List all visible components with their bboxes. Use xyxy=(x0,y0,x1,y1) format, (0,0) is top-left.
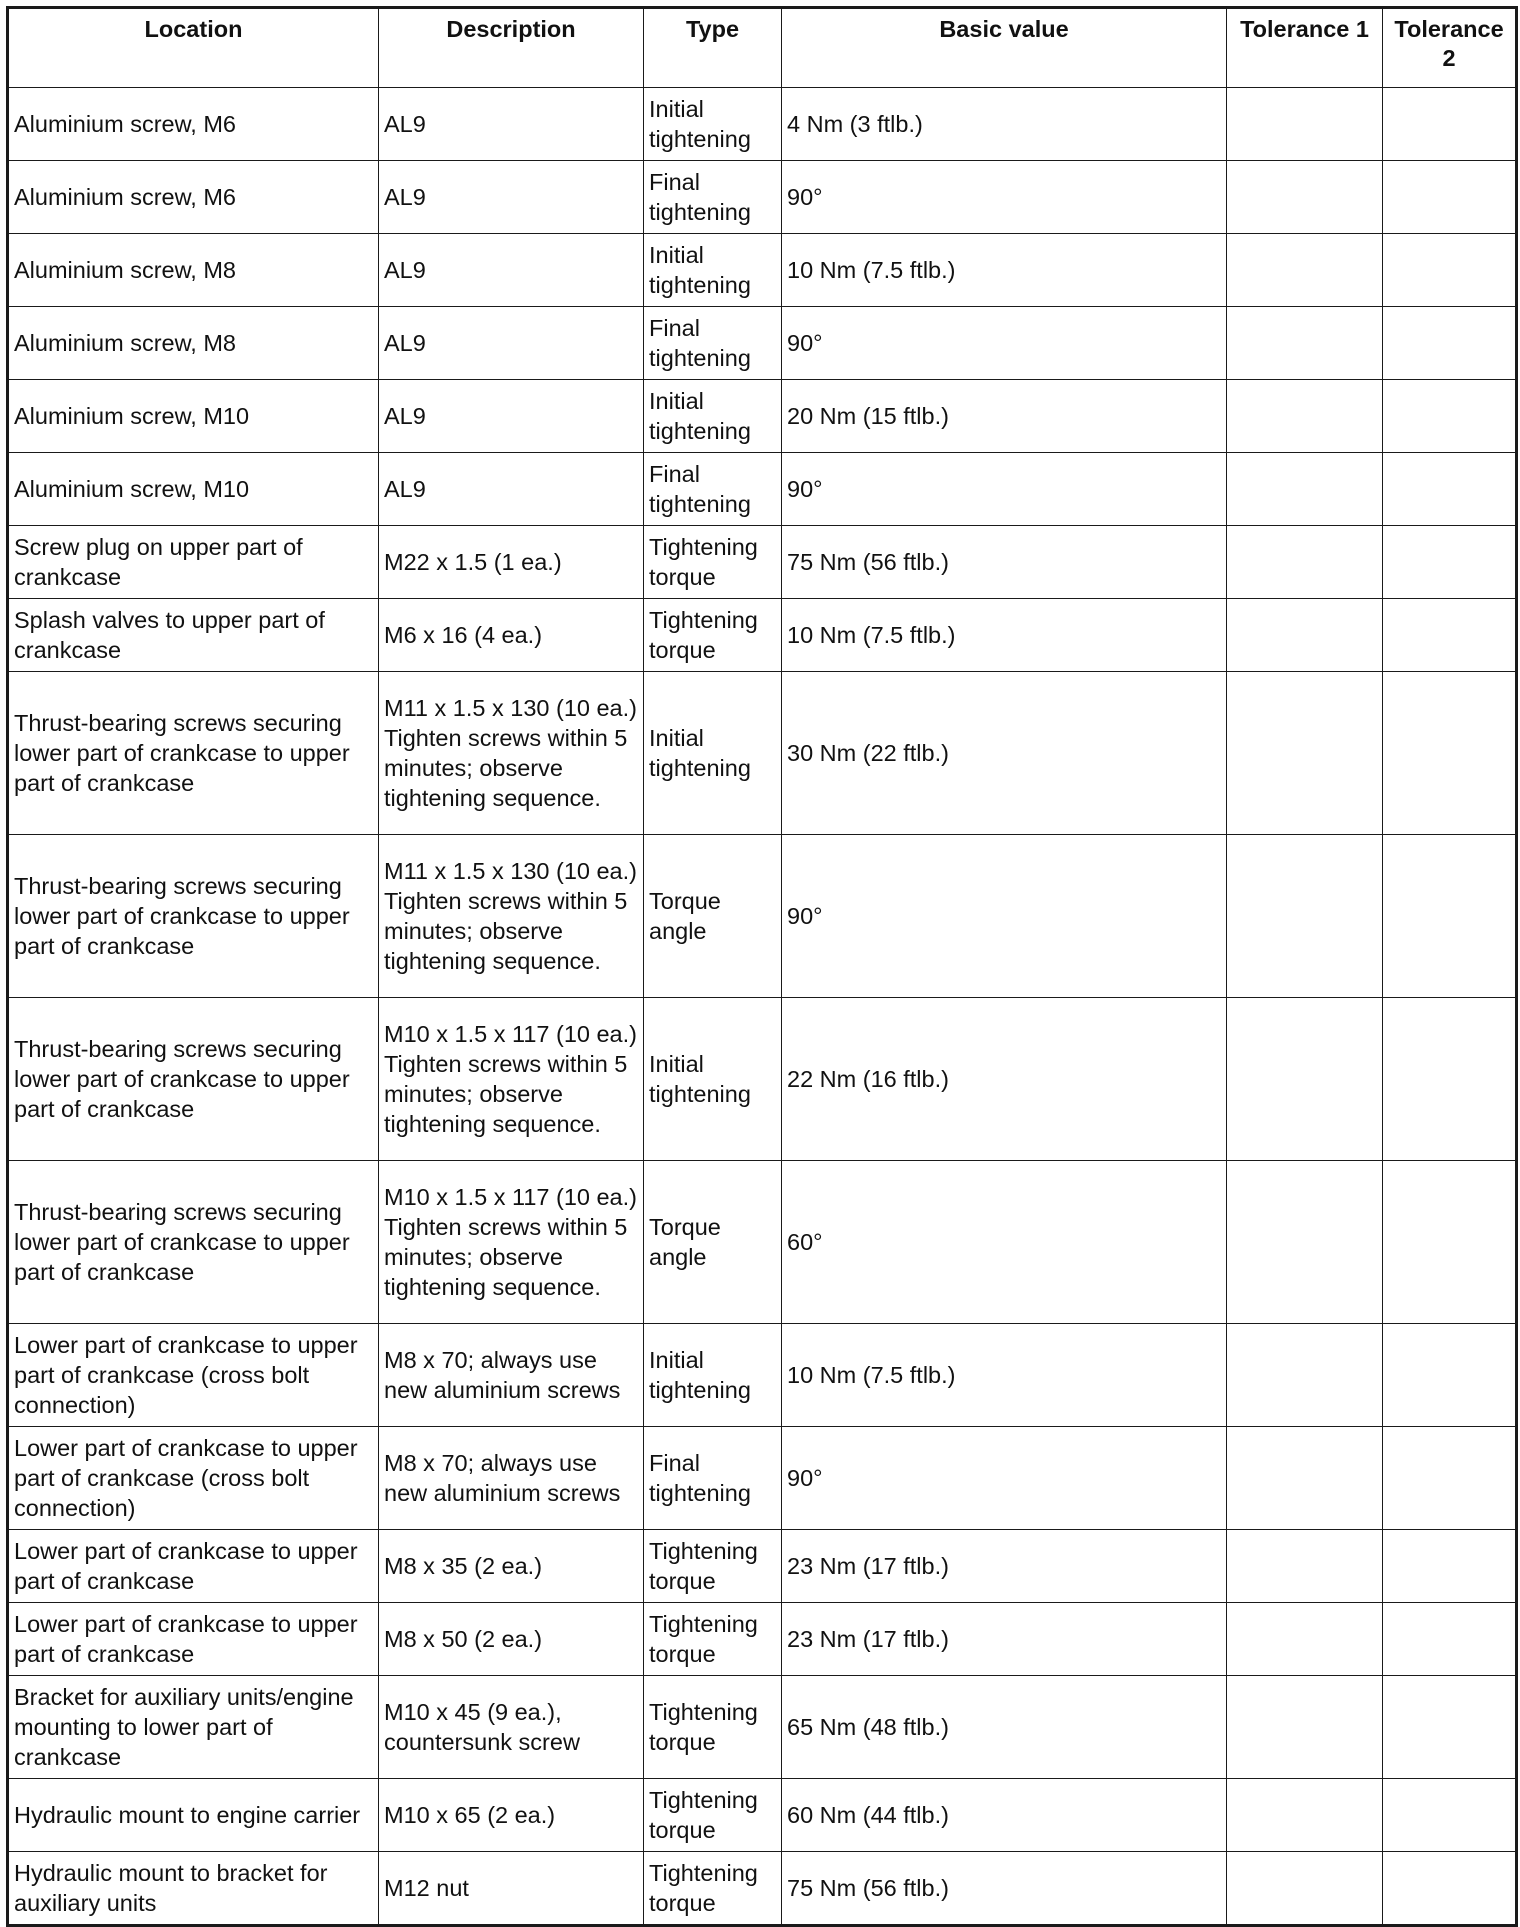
table-row xyxy=(8,1603,1517,1676)
cell-basic-value: 65 Nm (48 ftlb.) xyxy=(782,1676,1227,1779)
table-row xyxy=(8,1324,1517,1427)
cell-basic-value: 75 Nm (56 ftlb.) xyxy=(782,1852,1227,1926)
table-row xyxy=(8,307,1517,380)
cell-tolerance-2 xyxy=(1383,672,1517,835)
table-row xyxy=(8,1161,1517,1324)
cell-tolerance-1 xyxy=(1227,453,1383,526)
cell-basic-value: 4 Nm (3 ftlb.) xyxy=(782,88,1227,161)
cell-description: AL9 xyxy=(379,161,644,234)
cell-type: Tightening torque xyxy=(644,1779,782,1852)
cell-tolerance-2 xyxy=(1383,1779,1517,1852)
cell-tolerance-1 xyxy=(1227,1603,1383,1676)
cell-type: Initial tightening xyxy=(644,380,782,453)
cell-basic-value: 10 Nm (7.5 ftlb.) xyxy=(782,234,1227,307)
cell-description: M11 x 1.5 x 130 (10 ea.) Tighten screws within 5 minutes; observe tightening sequence. xyxy=(379,835,644,998)
column-header-description: Description xyxy=(379,8,644,88)
cell-location: Lower part of crankcase to upper part of crankcase (cross bolt connection) xyxy=(8,1427,379,1530)
cell-tolerance-1 xyxy=(1227,526,1383,599)
cell-type: Initial tightening xyxy=(644,998,782,1161)
cell-basic-value: 90° xyxy=(782,835,1227,998)
cell-basic-value: 20 Nm (15 ftlb.) xyxy=(782,380,1227,453)
cell-type: Final tightening xyxy=(644,453,782,526)
table-row xyxy=(8,234,1517,307)
cell-location: Aluminium screw, M8 xyxy=(8,307,379,380)
column-header-tolerance-1: Tolerance 1 xyxy=(1227,8,1383,88)
cell-basic-value: 90° xyxy=(782,307,1227,380)
cell-location: Lower part of crankcase to upper part of crankcase xyxy=(8,1530,379,1603)
table-row xyxy=(8,380,1517,453)
cell-tolerance-1 xyxy=(1227,307,1383,380)
cell-description: M10 x 45 (9 ea.), countersunk screw xyxy=(379,1676,644,1779)
table-row xyxy=(8,88,1517,161)
cell-tolerance-1 xyxy=(1227,1530,1383,1603)
cell-location: Thrust-bearing screws securing lower part of crankcase to upper part of crankcase xyxy=(8,835,379,998)
cell-type: Torque angle xyxy=(644,835,782,998)
column-header-tolerance-2: Tolerance 2 xyxy=(1383,8,1517,88)
cell-tolerance-2 xyxy=(1383,1603,1517,1676)
cell-description: M8 x 70; always use new aluminium screws xyxy=(379,1427,644,1530)
cell-basic-value: 10 Nm (7.5 ftlb.) xyxy=(782,1324,1227,1427)
cell-location: Aluminium screw, M6 xyxy=(8,88,379,161)
cell-description: AL9 xyxy=(379,453,644,526)
cell-type: Tightening torque xyxy=(644,1603,782,1676)
cell-tolerance-2 xyxy=(1383,1427,1517,1530)
cell-description: M10 x 1.5 x 117 (10 ea.) Tighten screws within 5 minutes; observe tightening sequence. xyxy=(379,1161,644,1324)
cell-type: Tightening torque xyxy=(644,599,782,672)
cell-description: M8 x 50 (2 ea.) xyxy=(379,1603,644,1676)
table-row xyxy=(8,1530,1517,1603)
cell-type: Final tightening xyxy=(644,307,782,380)
cell-tolerance-2 xyxy=(1383,1530,1517,1603)
cell-type: Initial tightening xyxy=(644,88,782,161)
cell-location: Lower part of crankcase to upper part of crankcase xyxy=(8,1603,379,1676)
cell-tolerance-2 xyxy=(1383,599,1517,672)
table-row xyxy=(8,1676,1517,1779)
cell-tolerance-1 xyxy=(1227,1324,1383,1427)
torque-spec-table xyxy=(6,6,1518,1927)
cell-tolerance-1 xyxy=(1227,380,1383,453)
cell-tolerance-1 xyxy=(1227,234,1383,307)
cell-location: Hydraulic mount to engine carrier xyxy=(8,1779,379,1852)
cell-tolerance-2 xyxy=(1383,307,1517,380)
cell-tolerance-2 xyxy=(1383,1852,1517,1926)
cell-description: AL9 xyxy=(379,234,644,307)
cell-basic-value: 60 Nm (44 ftlb.) xyxy=(782,1779,1227,1852)
table-row xyxy=(8,161,1517,234)
table-row xyxy=(8,453,1517,526)
cell-location: Aluminium screw, M8 xyxy=(8,234,379,307)
cell-description: M11 x 1.5 x 130 (10 ea.) Tighten screws within 5 minutes; observe tightening sequence. xyxy=(379,672,644,835)
cell-basic-value: 90° xyxy=(782,161,1227,234)
cell-location: Lower part of crankcase to upper part of crankcase (cross bolt connection) xyxy=(8,1324,379,1427)
cell-type: Initial tightening xyxy=(644,672,782,835)
cell-tolerance-2 xyxy=(1383,88,1517,161)
cell-description: M10 x 1.5 x 117 (10 ea.) Tighten screws within 5 minutes; observe tightening sequence. xyxy=(379,998,644,1161)
cell-tolerance-2 xyxy=(1383,234,1517,307)
table-row xyxy=(8,1427,1517,1530)
cell-location: Aluminium screw, M6 xyxy=(8,161,379,234)
cell-type: Tightening torque xyxy=(644,1530,782,1603)
cell-tolerance-1 xyxy=(1227,1427,1383,1530)
cell-type: Initial tightening xyxy=(644,1324,782,1427)
cell-tolerance-2 xyxy=(1383,380,1517,453)
column-header-location: Location xyxy=(8,8,379,88)
cell-location: Bracket for auxiliary units/engine mounting to lower part of crankcase xyxy=(8,1676,379,1779)
cell-tolerance-1 xyxy=(1227,161,1383,234)
cell-basic-value: 60° xyxy=(782,1161,1227,1324)
cell-tolerance-2 xyxy=(1383,526,1517,599)
cell-type: Final tightening xyxy=(644,1427,782,1530)
cell-type: Tightening torque xyxy=(644,1852,782,1926)
cell-location: Aluminium screw, M10 xyxy=(8,453,379,526)
cell-tolerance-1 xyxy=(1227,1779,1383,1852)
table-row xyxy=(8,998,1517,1161)
cell-type: Tightening torque xyxy=(644,1676,782,1779)
cell-basic-value: 22 Nm (16 ftlb.) xyxy=(782,998,1227,1161)
table-row xyxy=(8,1779,1517,1852)
table-row xyxy=(8,672,1517,835)
cell-description: M10 x 65 (2 ea.) xyxy=(379,1779,644,1852)
cell-basic-value: 90° xyxy=(782,453,1227,526)
cell-description: M6 x 16 (4 ea.) xyxy=(379,599,644,672)
cell-description: M12 nut xyxy=(379,1852,644,1926)
cell-tolerance-1 xyxy=(1227,1161,1383,1324)
cell-tolerance-2 xyxy=(1383,1676,1517,1779)
cell-location: Splash valves to upper part of crankcase xyxy=(8,599,379,672)
cell-description: M8 x 70; always use new aluminium screws xyxy=(379,1324,644,1427)
cell-tolerance-2 xyxy=(1383,1161,1517,1324)
cell-tolerance-1 xyxy=(1227,998,1383,1161)
cell-description: M22 x 1.5 (1 ea.) xyxy=(379,526,644,599)
cell-basic-value: 23 Nm (17 ftlb.) xyxy=(782,1530,1227,1603)
cell-tolerance-2 xyxy=(1383,835,1517,998)
cell-location: Screw plug on upper part of crankcase xyxy=(8,526,379,599)
cell-description: M8 x 35 (2 ea.) xyxy=(379,1530,644,1603)
cell-basic-value: 10 Nm (7.5 ftlb.) xyxy=(782,599,1227,672)
cell-tolerance-1 xyxy=(1227,599,1383,672)
cell-basic-value: 75 Nm (56 ftlb.) xyxy=(782,526,1227,599)
cell-tolerance-2 xyxy=(1383,1324,1517,1427)
torque-spec-sheet xyxy=(6,6,1515,1927)
cell-location: Aluminium screw, M10 xyxy=(8,380,379,453)
column-header-type: Type xyxy=(644,8,782,88)
cell-tolerance-1 xyxy=(1227,1852,1383,1926)
cell-location: Thrust-bearing screws securing lower part of crankcase to upper part of crankcase xyxy=(8,998,379,1161)
cell-basic-value: 30 Nm (22 ftlb.) xyxy=(782,672,1227,835)
cell-tolerance-2 xyxy=(1383,998,1517,1161)
cell-location: Thrust-bearing screws securing lower part of crankcase to upper part of crankcase xyxy=(8,672,379,835)
cell-type: Tightening torque xyxy=(644,526,782,599)
cell-tolerance-1 xyxy=(1227,1676,1383,1779)
cell-type: Initial tightening xyxy=(644,234,782,307)
table-row xyxy=(8,835,1517,998)
table-row xyxy=(8,526,1517,599)
cell-location: Hydraulic mount to bracket for auxiliary units xyxy=(8,1852,379,1926)
cell-basic-value: 23 Nm (17 ftlb.) xyxy=(782,1603,1227,1676)
cell-tolerance-2 xyxy=(1383,161,1517,234)
cell-basic-value: 90° xyxy=(782,1427,1227,1530)
cell-tolerance-2 xyxy=(1383,453,1517,526)
cell-description: AL9 xyxy=(379,307,644,380)
table-header-row xyxy=(8,8,1517,88)
cell-location: Thrust-bearing screws securing lower part of crankcase to upper part of crankcase xyxy=(8,1161,379,1324)
table-row xyxy=(8,599,1517,672)
cell-description: AL9 xyxy=(379,380,644,453)
cell-type: Final tightening xyxy=(644,161,782,234)
cell-description: AL9 xyxy=(379,88,644,161)
table-row xyxy=(8,1852,1517,1926)
cell-type: Torque angle xyxy=(644,1161,782,1324)
cell-tolerance-1 xyxy=(1227,672,1383,835)
cell-tolerance-1 xyxy=(1227,88,1383,161)
column-header-basic-value: Basic value xyxy=(782,8,1227,88)
cell-tolerance-1 xyxy=(1227,835,1383,998)
